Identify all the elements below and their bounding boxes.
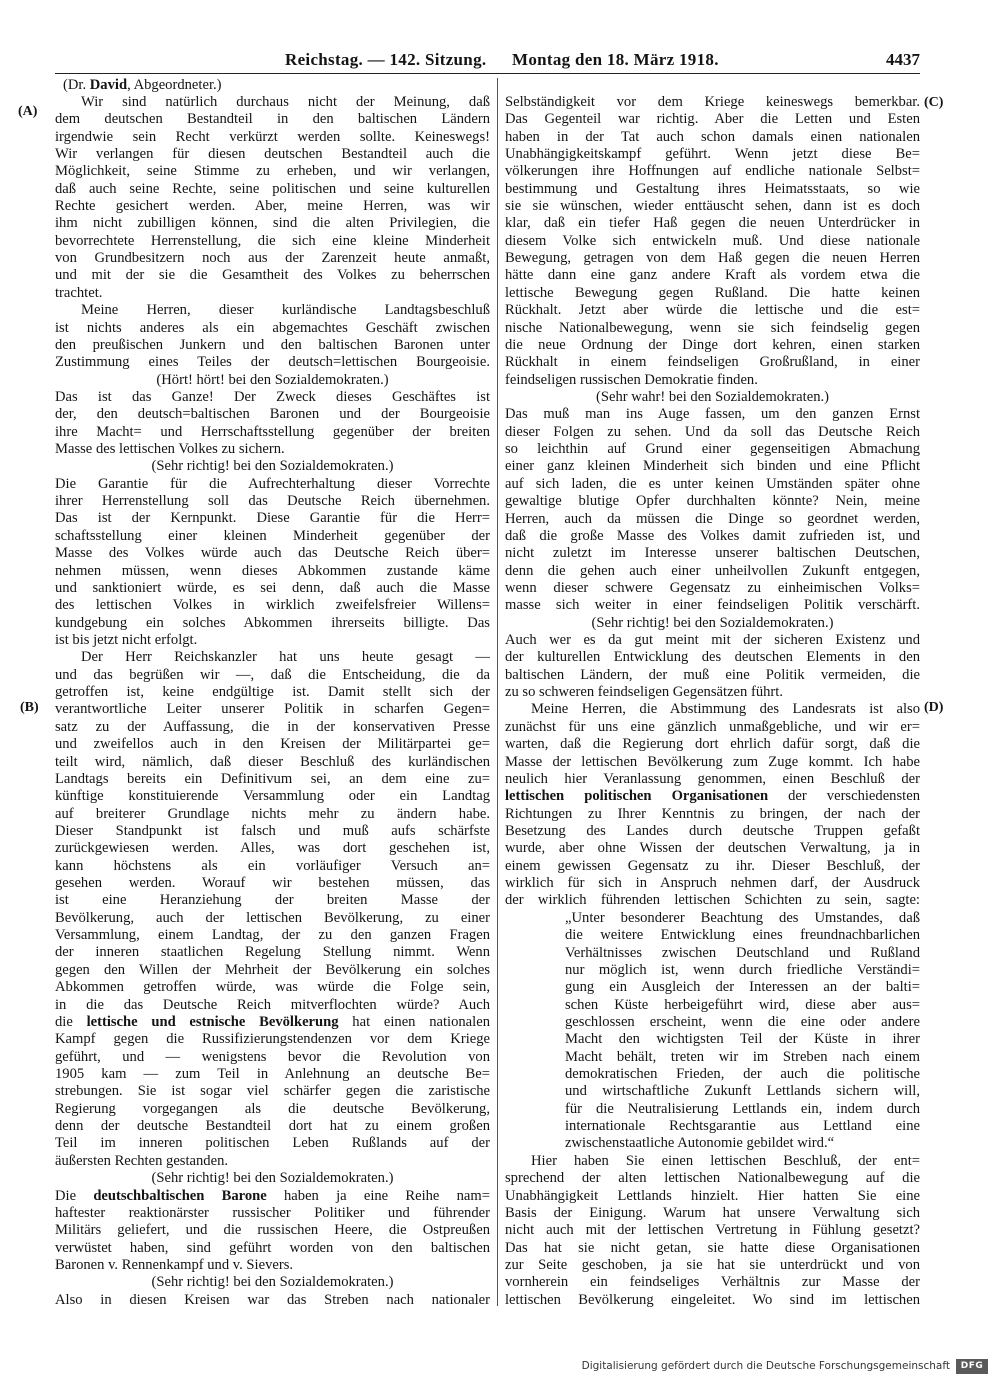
text-line: Das ist der Kernpunkt. Diese Garantie für die Herr= [55,510,490,527]
right-column [505,94,920,1309]
text-line: schaftsstellung einer kleinen Minderheit gegenüber der [55,527,490,544]
text-line: Auch wer es da gut meint mit der sicheren Existenz und [505,632,920,649]
text-line: gesehen werden. Worauf wir bestehen müssen, das [55,875,490,892]
text-line: Herren, auch da müssen die Dinge so geordnet werden, [505,510,920,527]
text-line: Dieser Standpunkt ist falsch und muß aufs schärfste [55,822,490,839]
text-line: vornherein ein feindseliges Verhältnis zur Masse der [505,1274,920,1291]
text-line: nehmen müssen, wenn dieses Abkommen zustande käme [55,562,490,579]
page-number: 4437 [886,50,920,69]
text-segment: (Dr. [63,76,90,93]
text-line: diesem Volke sich entwickeln muß. Und diese nationale [505,232,920,249]
text-line: Die Garantie für die Aufrechterhaltung dieser Vorrechte [55,475,490,492]
text-line: Baronen v. Rennenkampf und v. Sievers. [55,1256,294,1273]
text-line: hätte dann eine ganz andere Kraft als vordem etwa die [505,267,920,284]
text-line: dieser Folgen zu sehen. Und da soll das Deutsche Reich [505,423,920,440]
text-line: kann höchstens als ein vorläufiger Versuch an= [55,857,490,874]
text-line: von Grundbesitzern noch aus der Zarenzeit heute anmaßt, [55,250,490,267]
text-segment: , Abgeordneter.) [127,76,222,93]
digitization-credit: Digitalisierung gefördert durch die Deutsche Forschungsgemeinschaft [581,1360,950,1372]
emphasized-text: lettische und estnische Bevölkerung [86,1013,339,1030]
quote-line: Macht behält, treten wir im Streben nach einem [565,1048,920,1065]
quote-line: nur möglich ist, wenn durch friedliche Verständi= [565,961,920,978]
text-line: Rückhalt in einem feindseligen Großrußland, in einer [505,354,920,371]
text-segment: haben ja eine Reihe nam= [266,1187,490,1204]
paragraph-first-line: Hier haben Sie einen lettischen Beschluß, der ent= [531,1152,920,1169]
text-line: dem deutschen Bestandteil in den baltischen Ländern [55,111,490,128]
text-line: teilt wird, nämlich, daß dieser Beschluß des kurländischen [55,753,490,770]
running-head-date: Montag den 18. März 1918. [512,50,719,69]
text-line: Regierung vorgegangen als die deutsche Bevölkerung, [55,1100,490,1117]
text-line: daß auch seine Rechte, seine politischen und seine kulturellen [55,180,490,197]
paragraph-first-line: Wir sind natürlich durchaus nicht der Meinung, daß [81,93,490,110]
text-line: ihrer Herrenstellung soll das Deutsche Reich übernehmen. [55,493,490,510]
text-line: auf sich laden, die es unter keinen Umständen später ohne [505,475,920,492]
text-segment: der verschiedensten [768,788,920,805]
text-line: irgendwie sein Recht verkürzt werden sollte. Keineswegs! [55,128,490,145]
text-line: ist eine Heranziehung der breiten Masse der [55,892,490,909]
text-line: der inneren staatlichen Regelung Stellung nimmt. Wenn [55,944,490,961]
text-line: ihm nicht zubilligen können, sind die alten Privilegien, die [55,215,490,232]
text-line: lettischen Bevölkerung eingeleitet. Wo sind im lettischen [505,1291,920,1308]
text-line: Selbständigkeit vor dem Kriege keineswegs bemerkbar. [505,93,920,110]
text-line: Bewegung, getragen von dem Haß gegen die neuen Herren [505,250,920,267]
text-line [505,788,920,805]
text-line: Unabhängigkeit Lettlands hinzielt. Hier hatten Sie eine [505,1187,920,1204]
quote-line: Verhältnisses zwischen Deutschland und Rußland [565,944,920,961]
text-line: gegen den Willen der Mehrheit der Bevölkerung ein solches [55,961,490,978]
text-line: einer ganz kleinen Minderheit sich binden und eine Pflicht [505,458,920,475]
text-line: Richtungen zu Ihrer Kenntnis zu bringen, der nach der [505,805,920,822]
running-head [55,50,920,72]
running-head-title: Reichstag. — 142. Sitzung. [285,50,487,69]
quote-line: „Unter besonderer Beachtung des Umstandes, daß [565,909,920,926]
text-line: Zustimmung eines Teiles der deutsch=lettischen Bourgeoisie. [55,354,490,371]
text-line: nicht auch mit der lettischen Vertretung in Fühlung gesetzt? [505,1222,920,1239]
text-line: einem gewissen Gegensatz zu ihr. Dieser Beschluß, der [505,857,920,874]
text-line: nicht zuletzt im Interesse unserer baltischen Deutschen, [505,545,920,562]
interjection-line: (Sehr richtig! bei den Sozialdemokraten.) [151,458,394,475]
quote-line: und wirtschaftliche Zukunft Lettlands sichern will, [565,1083,920,1100]
text-line: Rückhalt. Jetzt aber würde die lettische und die est= [505,302,920,319]
quote-line: internationale Rechtsgarantie aus Lettland eine [565,1118,920,1135]
text-line: Masse des lettischen Volkes zu sichern. [55,441,285,458]
text-line: äußersten Rechten gestanden. [55,1152,229,1169]
text-line: satz zu der Auffassung, die in der konservativen Presse [55,718,490,735]
interjection-line: (Sehr wahr! bei den Sozialdemokraten.) [595,389,829,405]
text-line: wirklich für sich in Anspruch nehmen darf, der Ausdruck [505,875,920,892]
text-line: die neue Ordnung der Dinge dort kehren, einen starken [505,336,920,353]
left-column [55,77,490,1310]
text-line: Unabhängigkeitskampf geführt. Wenn jetzt diese Be= [505,145,920,162]
quote-line: die weitere Entwicklung eines freundnachbarlichen [565,927,920,944]
text-line: getroffen ist, keine endgültige ist. Damit stellt sich der [55,684,490,701]
text-line: Das hat sie nicht getan, sie hatte diese Organisationen [505,1239,920,1256]
quote-line: für die Neutralisierung Lettlands ein, indem durch [565,1100,920,1117]
text-line: 1905 kam — zum Teil in Anlehnung an deutsche Be= [55,1065,490,1082]
dfg-logo: DFG [956,1359,988,1374]
interjection-line: (Hört! hört! bei den Sozialdemokraten.) [156,371,389,388]
text-line: gewaltige blutige Opfer durchhalten könnte? Nein, meine [505,493,920,510]
text-line: völkerungen ihre Hoffnungen auf endliche nationale Selbst= [505,163,920,180]
margin-marker-c: (C) [924,95,944,110]
emphasized-text: lettischen politischen Organisationen [505,788,769,805]
text-line: so leichthin auf Grund einer gegenseitigen Abmachung [505,441,920,458]
text-line: haftester reaktionärster russischer Politiker und führender [55,1204,490,1221]
text-line: in die das Deutsche Reich mitverflochten würde? Auch [55,996,490,1013]
text-line: ihre Macht= und Herrschaftsstellung gegenüber der breiten [55,423,490,440]
quote-line: Macht den wichtigsten Teil der Küste in ihrer [565,1031,920,1048]
text-line: feindseligen russischen Demokratie finden. [505,371,758,388]
text-line: zur Seite geschoben, ja sie hat sie unterdrückt und von [505,1256,920,1273]
text-line: zu so schweren feindseligen Gegensätzen führt. [505,684,783,701]
paragraph-first-line: Meine Herren, dieser kurländische Landtagsbeschluß [81,302,490,319]
text-line: Masse des Volkes würde auch das Deutsche Reich über= [55,545,490,562]
text-line: zunächst für uns eine gänzlich unmaßgebliche, und wir er= [505,718,920,735]
text-line: Masse der lettischen Bevölkerung zum Zuge kommt. Ich habe [505,753,920,770]
header-rule [55,73,920,74]
text-line: Abkommen getroffen würde, was würde die Folge sein, [55,979,490,996]
text-line: und das begrüßen wir —, daß die Entscheidung, die da [55,666,490,683]
text-line: und zweifellos auch in den Kreisen der Militärpartei ge= [55,736,490,753]
text-line: Besetzung des Landes durch deutsche Truppen gefaßt [505,822,920,839]
text-line: sprechend der alten lettischen Nationalbewegung auf die [505,1170,920,1187]
text-line: kundgebung ein solches Abkommen ihrerseits billigte. Das [55,614,490,631]
text-line: wurde, aber ohne Wissen der deutschen Verwaltung, ja in [505,840,920,857]
text-line: Versammlung, einem Landtag, der zu den ganzen Fragen [55,927,490,944]
text-segment: die [55,1013,87,1030]
text-line: Basis der Einigung. Warum hat unsere Verwaltung sich [505,1204,920,1221]
text-line: daß die große Masse des Volkes damit zufrieden ist, und [505,527,920,544]
text-line: warten, daß die Regierung dort ehrlich dafür sorgt, daß die [505,736,920,753]
text-line: Teil im inneren politischen Leben Rußlands auf der [55,1135,490,1152]
text-line: der kulturellen Entwicklung des deutschen Elements in den [505,649,920,666]
text-line: Das muß man ins Auge fassen, um den ganzen Ernst [505,406,920,423]
text-line: denn die gehen auch einer unheilvollen Zukunft entgegen, [505,562,920,579]
interjection-line: (Sehr richtig! bei den Sozialdemokraten.) [591,614,834,631]
text-line: haben in der Tat auch schon damals einen nationalen [505,128,920,145]
text-line: des lettischen Volkes in wirklich zweifelsfreier Willens= [55,597,490,614]
margin-marker-b: (B) [20,700,39,715]
text-line: Militärs geliefert, und die russischen Heere, die Ostpreußen [55,1222,490,1239]
text-line: der wirklich führenden lettischen Schichten zu sein, sagte: [505,892,920,909]
text-line: neulich hier Veranlassung genommen, einen Beschluß der [505,770,920,787]
text-line: Möglichkeit, seine Stimme zu erheben, und wir verlangen, [55,163,490,180]
text-line: masse sich weiter in einer feindseligen Politik verschärft. [505,597,920,614]
text-line: zurückgewiesen werden. Alles, was dort geschehen ist, [55,840,490,857]
quote-line: demokratischen Frieden, der auch die politische [565,1066,920,1083]
text-line: auf breiterer Grundlage nichts mehr zu ändern habe. [55,805,490,822]
text-segment: Die [55,1187,94,1204]
quote-line: gung ein Ausgleich der Interessen an der balti= [565,979,920,996]
text-line: klar, daß ein tiefer Haß gegen die neuen Unterdrücker in [505,215,920,232]
text-line: bestimmung und Gestaltung ihres Heimatsstaats, so wie [505,180,920,197]
quote-line: schen Küste herbeigeführt wird, diese aber aus= [565,996,920,1013]
text-line: baltischen Ländern, der muß eine Politik vermeiden, die [505,666,920,683]
text-line: Wir verlangen für diesen deutschen Bestandteil auch die [55,145,490,162]
paragraph-first-line: Der Herr Reichskanzler hat uns heute gesagt — [81,649,490,666]
text-line: der, den deutsch=baltischen Baronen und der Bourgeoisie [55,406,490,423]
text-line: Das ist das Ganze! Der Zweck dieses Geschäftes ist [55,388,490,405]
quote-line: zwischenstaatliche Autonomie gebildet wird.“ [565,1135,835,1152]
emphasized-text: deutschbaltischen Barone [93,1187,267,1204]
text-line: geführt, und — wenigstens bevor die Revolution von [55,1048,490,1065]
text-line: ist nichts anderes als ein abgemachtes Geschäft zwischen [55,319,490,336]
text-line: ist bis jetzt nicht erfolgt. [55,632,198,648]
text-line: lettische Bewegung gegen Rußland. Die hatte keinen [505,284,920,301]
text-line: und mit der sie die Gesamtheit des Volkes zu beherrschen [55,267,490,284]
text-line: nische Nationalbewegung, wenn sie sich feindselig gegen [505,319,920,336]
text-line: Rechte gesichert werden. Aber, meine Herren, was wir [55,198,490,215]
text-line: verantwortliche Leiter unserer Politik in scharfen Gegen= [55,701,490,718]
quote-line: geschlossen erscheint, wenn die eine oder andere [565,1013,920,1030]
text-line: strebungen. Sie ist sogar viel schärfer gegen die zaristische [55,1083,490,1100]
text-line [55,1188,490,1205]
text-line: sie sie wünschen, wieder enttäuscht sehen, dann ist es doch [505,198,920,215]
speaker-line [55,77,490,94]
text-line [55,1014,490,1031]
interjection-line: (Sehr richtig! bei den Sozialdemokraten.) [151,1170,394,1187]
paragraph-first-line: Meine Herren, die Abstimmung des Landesrats ist also [531,701,920,718]
text-line: wenn dieser schwere Gegensatz zu einheimischen Volks= [505,579,920,596]
text-line: und sanktioniert würde, es sei denn, daß auch die Masse [55,579,490,596]
text-line: verwüstet haben, sind geführt worden von den baltischen [55,1239,490,1256]
text-line: Landtags bereits ein Definitivum sei, an dem eine zu= [55,770,490,787]
text-line: Also in diesen Kreisen war das Streben nach nationaler [55,1291,490,1308]
text-line: Das Gegenteil war richtig. Aber die Letten und Esten [505,111,920,128]
column-divider [497,78,498,1306]
text-segment: hat einen nationalen [338,1013,490,1030]
interjection-line: (Sehr richtig! bei den Sozialdemokraten.) [151,1274,394,1291]
text-line: künftige konstituierende Versammlung oder ein Landtag [55,788,490,805]
text-line: Bevölkerung, auch der lettischen Bevölkerung, zu einer [55,909,490,926]
text-line: trachtet. [55,284,103,301]
margin-marker-a: (A) [18,104,38,119]
text-line: bevorrechtete Herrenstellung, die sich eine kleine Minderheit [55,232,490,249]
text-line: den preußischen Junkern und den baltischen Baronen unter [55,336,490,353]
text-line: Kampf gegen die Russifizierungstendenzen vor dem Kriege [55,1031,490,1048]
emphasized-text: David [89,76,128,93]
margin-marker-d: (D) [924,700,944,715]
text-line: denn der deutsche Bestandteil dort hat zu einem großen [55,1118,490,1135]
